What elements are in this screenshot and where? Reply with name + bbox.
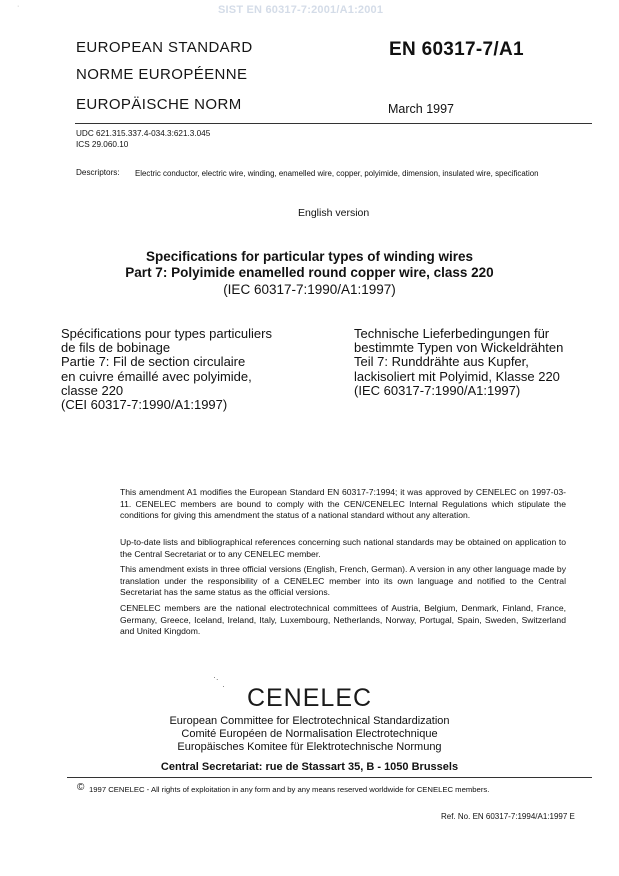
french-title-line: de fils de bobinage — [61, 340, 171, 356]
french-title-line: (CEI 60317-7:1990/A1:1997) — [61, 397, 228, 413]
publication-date: March 1997 — [388, 102, 455, 116]
german-title-line: lackisoliert mit Polyimid, Klasse 220 — [354, 368, 560, 384]
german-title-line: (IEC 60317-7:1990/A1:1997) — [354, 382, 521, 398]
members-paragraph: CENELEC members are the national electrotechnical committees of Austria, Belgium, Denmark, Finland, France, Germany, Greece, Iceland, Ireland, Italy, Luxembourg, Netherlands, Norway, Portugal, Spain, Sweden, Switzerland and United Kingdom. — [120, 603, 566, 636]
standard-name-en: EUROPEAN STANDARD — [76, 39, 253, 56]
footer-divider — [67, 777, 592, 778]
version-label: English version — [298, 207, 370, 219]
committee-name-de: Europäisches Komitee für Elektrotechnische Normung — [177, 741, 442, 753]
german-title-block — [354, 327, 594, 398]
german-title-line: Teil 7: Runddrähte aus Kupfer, — [354, 354, 529, 370]
french-title-line: en cuivre émaillé avec polyimide, — [61, 368, 252, 384]
scan-speck: · — [222, 681, 225, 691]
committee-name-fr: Comité Européen de Normalisation Electrotechnique — [181, 728, 438, 740]
versions-paragraph: This amendment exists in three official versions (English, French, German). A version in any other language made by translation under the responsibility of a CENELEC member into its own language and notified to the Central Secretariat has the same status as the official versions. — [120, 564, 566, 597]
french-title-block — [61, 327, 301, 412]
french-title-line: Partie 7: Fil de section circulaire — [61, 354, 246, 370]
copyright-notice: 1997 CENELEC - All rights of exploitation in any form and by any means reserved worldwide for CENELEC members. — [89, 785, 490, 794]
german-title-line: Technische Lieferbedingungen für — [354, 326, 550, 341]
document-title: Specifications for particular types of winding wires — [145, 249, 474, 264]
header-divider — [75, 123, 592, 124]
udc-code: UDC 621.315.337.4-034.3:621.3.045 — [76, 129, 211, 138]
scan-speck: ·. — [213, 672, 219, 682]
iec-reference: (IEC 60317-7:1990/A1:1997) — [223, 282, 396, 297]
cenelec-logo-text: CENELEC — [246, 684, 373, 712]
descriptors-list: Electric conductor, electric wire, winding, enamelled wire, copper, polyimide, dimension, insulated wire, specification — [135, 169, 539, 178]
french-title-line: Spécifications pour types particuliers — [61, 326, 272, 341]
approval-paragraph: This amendment A1 modifies the European Standard EN 60317-7:1994; it was approved by CENELEC on 1997-03-11. CENELEC members are bound to comply with the CEN/CENELEC Internal Regulations which stipulate the conditions for giving this amendment the status of a national standard without any alteration. — [120, 487, 566, 520]
copyright-symbol: © — [77, 782, 85, 793]
references-paragraph: Up-to-date lists and bibliographical references concerning such national standards may be obtained on application to the Central Secretariat or to any CENELEC member. — [120, 537, 566, 559]
descriptors-label: Descriptors: — [76, 168, 120, 177]
committee-name-en: European Committee for Electrotechnical Standardization — [169, 715, 450, 727]
standard-number: EN 60317-7/A1 — [389, 39, 524, 60]
standard-name-fr: NORME EUROPÉENNE — [76, 66, 248, 83]
french-title-line: classe 220 — [61, 382, 124, 398]
reference-number: Ref. No. EN 60317-7:1994/A1:1997 E — [441, 812, 575, 821]
secretariat-address: Central Secretariat: rue de Stassart 35, B - 1050 Brussels — [160, 761, 459, 773]
standard-name-de: EUROPÄISCHE NORM — [76, 96, 242, 113]
ics-code: ICS 29.060.10 — [76, 140, 129, 149]
scan-speck: · — [17, 3, 20, 10]
watermark-text: SIST EN 60317-7:2001/A1:2001 — [218, 4, 384, 16]
german-title-line: bestimmte Typen von Wickeldrähten — [354, 340, 564, 356]
document-subtitle: Part 7: Polyimide enamelled round copper wire, class 220 — [125, 265, 494, 280]
